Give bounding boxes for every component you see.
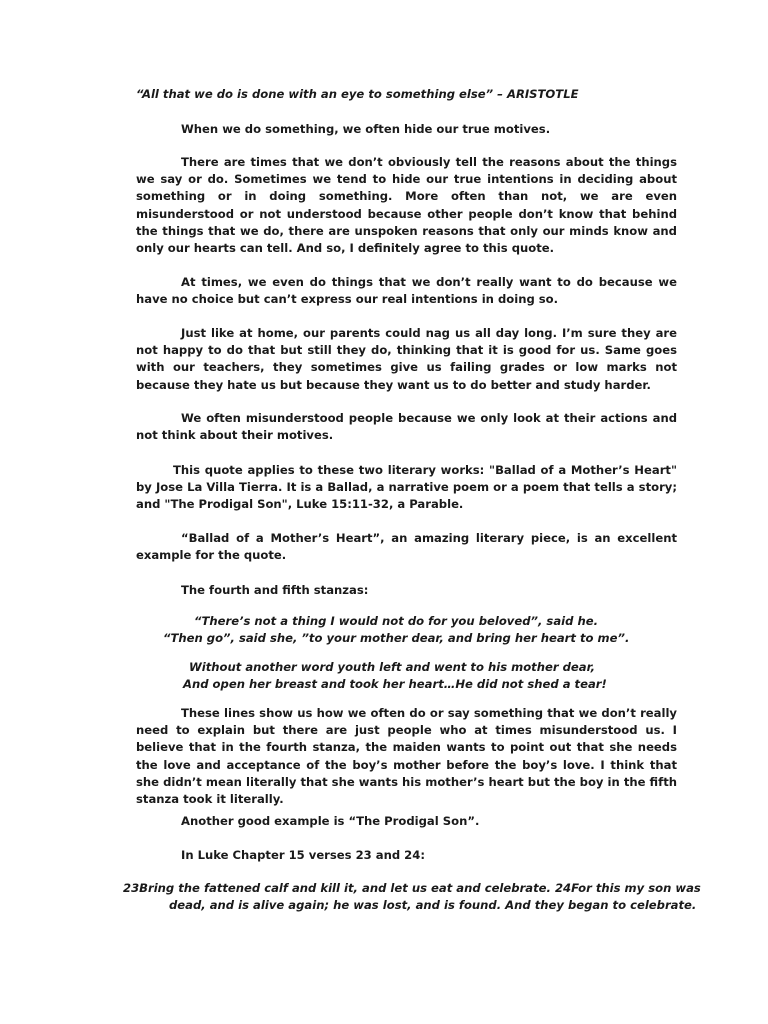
paragraph-parents-teachers: Just like at home, our parents could nag us all day long. I’m sure they are not happy to do that but still they do, thinking that it is good for us. Same goes with our teachers, they sometimes give us failing grades or low marks not because they hate us but because they want us to do better and study harder. <box>136 326 677 392</box>
paragraph-hidden-reasons: There are times that we don’t obviously tell the reasons about the things we say or do. Sometimes we tend to hide our true intentions in deciding about something or in doing something. More often than not, we are even misunderstood or not understood because other people don’t know that behind the things that we do, there are unspoken reasons that only our minds know and only our hearts can tell. And so, I definitely agree to this quote. <box>136 155 677 256</box>
stanza-line-4: And open her breast and took her heart…He did not shed a tear! <box>183 677 607 691</box>
paragraph-misunderstood: We often misunderstood people because we only look at their actions and not think about their motives. <box>136 411 677 443</box>
bible-quote <box>123 880 701 914</box>
bible-quote-line-1: 23Bring the fattened calf and kill it, and let us eat and celebrate. 24For this my son was <box>123 881 701 895</box>
paragraph-ballad-example: “Ballad of a Mother’s Heart”, an amazing literary piece, is an excellent example for the quote. <box>136 531 677 563</box>
paragraph-prodigal-son: Another good example is “The Prodigal Son”. <box>181 814 480 828</box>
paragraph-literary-works: This quote applies to these two literary works: "Ballad of a Mother’s Heart" by Jose La Villa Tierra. It is a Ballad, a narrative poem or a poem that tells a story; and "The Prodigal Son", Luke 15:11-32, a Parable. <box>136 463 677 512</box>
epigraph-quote: “All that we do is done with an eye to something else” – ARISTOTLE <box>136 87 579 101</box>
paragraph-luke-reference: In Luke Chapter 15 verses 23 and 24: <box>181 848 425 862</box>
paragraph-intro: When we do something, we often hide our true motives. <box>181 122 551 136</box>
stanza-line-1: “There’s not a thing I would not do for you beloved”, said he. <box>194 614 598 628</box>
stanza-line-2: “Then go”, said she, ”to your mother dear, and bring her heart to me”. <box>163 631 630 645</box>
paragraph-lines-explanation: These lines show us how we often do or say something that we don’t really need to explain but there are just people who at times misunderstood us. I believe that in the fourth stanza, the maiden wants to point out that she needs the love and acceptance of the boy’s mother before the boy’s love. I think that she didn’t mean literally that she wants his mother’s heart but the boy in the fifth stanza took it literally. <box>136 706 677 807</box>
paragraph-stanzas-intro: The fourth and fifth stanzas: <box>181 583 369 597</box>
stanza-line-3: Without another word youth left and went to his mother dear, <box>189 660 595 674</box>
paragraph-no-choice: At times, we even do things that we don’t really want to do because we have no choice but can’t express our real intentions in doing so. <box>136 275 677 307</box>
bible-quote-line-2: dead, and is alive again; he was lost, and is found. And they began to celebrate. <box>169 898 697 913</box>
